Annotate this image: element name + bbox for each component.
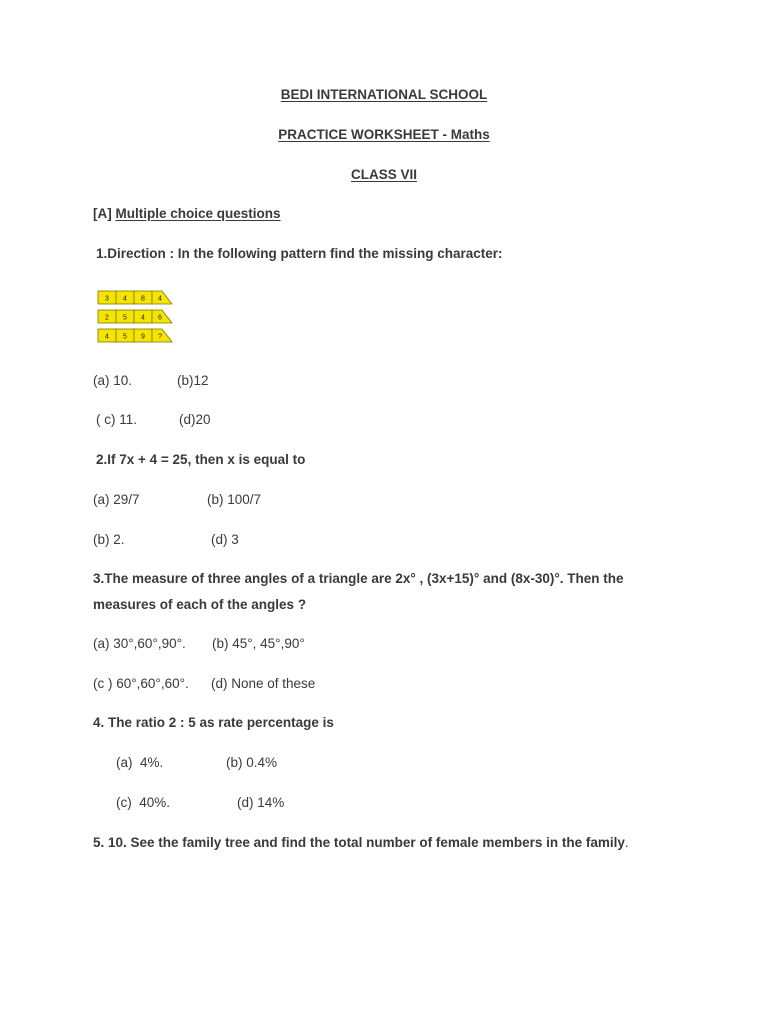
pattern-number: 3	[105, 295, 109, 303]
section-heading	[93, 207, 281, 221]
section-title: Multiple choice questions	[115, 206, 281, 221]
pattern-tag	[152, 329, 172, 342]
pattern-tag-number: ?	[158, 333, 162, 341]
question-3-text-line-1: 3.The measure of three angles of a triangle are 2x° , (3x+15)° and (8x-30)°. Then the	[93, 571, 624, 586]
pattern-number: 5	[123, 333, 127, 341]
pattern-tag	[152, 291, 172, 304]
pattern-tag	[152, 310, 172, 323]
pattern-number: 8	[141, 295, 145, 303]
q3-option-a: (a) 30°,60°,90°.	[93, 636, 186, 651]
pattern-number: 4	[123, 295, 127, 303]
pattern-number: 4	[105, 333, 109, 341]
question-5-body: 5. 10. See the family tree and find the total number of female members in the family	[93, 835, 625, 850]
question-4-text: 4. The ratio 2 : 5 as rate percentage is	[93, 715, 334, 730]
q1-option-a: (a) 10.	[93, 373, 133, 388]
q3-option-d: (d) None of these	[211, 676, 316, 691]
question-1-text: 1.Direction : In the following pattern find the missing character:	[96, 246, 503, 261]
question-5-text	[93, 836, 629, 850]
q3-option-c: (c ) 60°,60°,60°.	[93, 676, 189, 691]
school-name: BEDI INTERNATIONAL SCHOOL	[280, 87, 488, 102]
pattern-tag-number: 4	[158, 295, 162, 303]
q4-option-c: (c) 40%.	[116, 795, 171, 810]
pattern-number: 5	[123, 314, 127, 322]
pattern-number: 2	[105, 314, 109, 322]
question-2-text: 2.If 7x + 4 = 25, then x is equal to	[96, 452, 306, 467]
q4-option-d: (d) 14%	[237, 795, 285, 810]
worksheet-title: PRACTICE WORKSHEET - Maths	[278, 127, 490, 142]
q1-option-b: (b)12	[177, 373, 209, 388]
class-label: CLASS VII	[350, 167, 417, 182]
question-3-text-line-2: measures of each of the angles ?	[93, 597, 307, 612]
pattern-number: 4	[141, 314, 145, 322]
q4-option-a: (a) 4%.	[116, 755, 164, 770]
q2-option-b: (b) 100/7	[207, 492, 262, 507]
q1-option-c: ( c) 11.	[96, 412, 138, 427]
pattern-number: 9	[141, 333, 145, 341]
q3-option-b: (b) 45°, 45°,90°	[212, 636, 305, 651]
q1-option-d: (d)20	[179, 412, 211, 427]
q4-option-b: (b) 0.4%	[226, 755, 278, 770]
q2-option-d: (d) 3	[211, 532, 239, 547]
question-5-period: .	[624, 835, 629, 850]
q2-option-c: (b) 2.	[93, 532, 125, 547]
pattern-tag-number: 6	[158, 314, 162, 322]
section-prefix: [A]	[93, 206, 112, 221]
q2-option-a: (a) 29/7	[93, 492, 140, 507]
number-pattern-figure	[96, 286, 180, 346]
